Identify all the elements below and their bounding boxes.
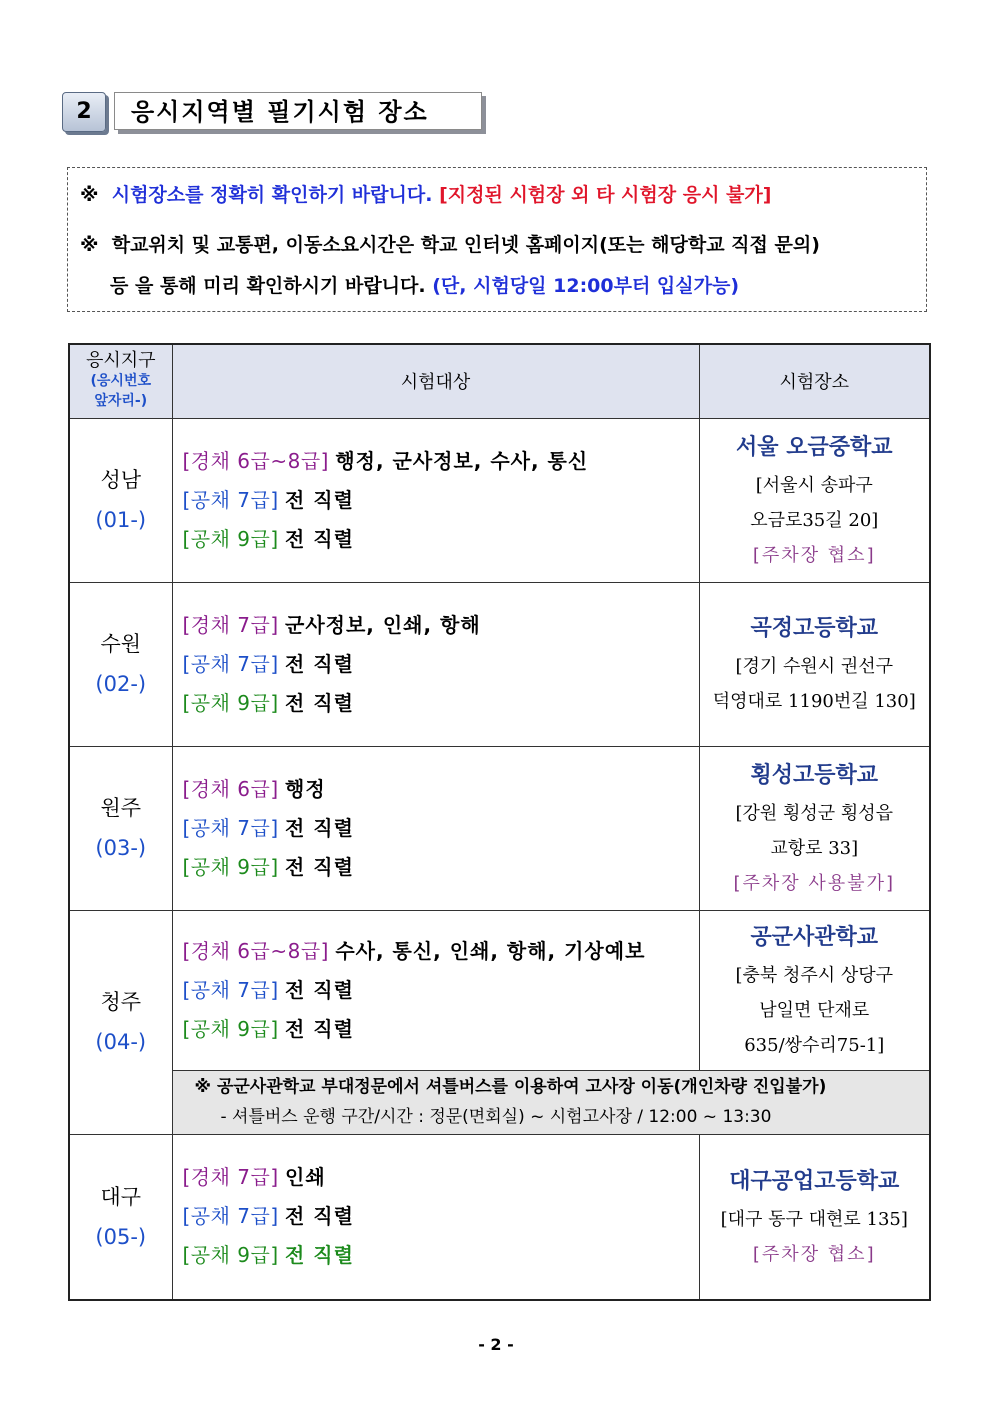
notice-text: 등 을 통해 미리 확인하시기 바랍니다. <box>110 275 426 297</box>
note-mark: ※ <box>80 184 99 206</box>
grade-tag: [공채 7급] <box>182 487 279 512</box>
table-row <box>69 910 930 1070</box>
job-list: 수사, 통신, 인쇄, 항해, 기상예보 <box>335 938 646 963</box>
school-name: 곡정고등학교 <box>750 616 878 641</box>
school-address: [경기 수원시 권선구 <box>735 656 894 677</box>
table-row <box>69 1070 930 1134</box>
section-title: 응시지역별 필기시험 장소 <box>114 92 482 130</box>
job-list: 전 직렬 <box>285 1243 354 1268</box>
grade-tag: [공채 9급] <box>182 526 279 551</box>
region-code: (05-) <box>95 1224 147 1249</box>
region-code: (03-) <box>95 836 147 860</box>
school-name: 서울 오금중학교 <box>736 434 893 460</box>
school-address: [서울시 송파구 <box>755 474 873 496</box>
school-address: [충북 청주시 상당구 <box>735 964 894 986</box>
region-code: (02-) <box>95 672 147 696</box>
school-address: [대구 동구 대현로 135] <box>720 1208 908 1230</box>
school-address: 오금로35길 20] <box>750 509 879 531</box>
notice-box <box>67 167 927 312</box>
parking-note: [주차장 사용불가] <box>733 872 895 894</box>
place-cell <box>699 418 930 582</box>
grade-tag: [공채 7급] <box>182 651 279 676</box>
region-cell <box>69 910 172 1134</box>
school-address: 635/쌍수리75-1] <box>744 1034 885 1056</box>
target-cell <box>172 1134 699 1300</box>
school-name: 횡성고등학교 <box>750 762 878 788</box>
region-cell <box>69 1134 172 1300</box>
place-cell <box>699 582 930 746</box>
header-place: 시험장소 <box>699 344 930 418</box>
notice-text: 시험장소를 정확히 확인하기 바랍니다. <box>111 184 433 206</box>
parking-note: [주차장 협소] <box>752 1243 876 1265</box>
job-list: 전 직렬 <box>285 651 354 676</box>
grade-tag: [경채 7급] <box>182 612 279 637</box>
region-name: 대구 <box>100 1184 142 1209</box>
region-code: (04-) <box>95 1030 147 1054</box>
region-name: 성남 <box>100 468 142 492</box>
grade-tag: [경채 7급] <box>182 1165 279 1190</box>
table-row <box>69 746 930 910</box>
grade-tag: [공채 7급] <box>182 1204 279 1229</box>
region-cell <box>69 418 172 582</box>
job-list: 전 직렬 <box>285 854 354 879</box>
region-name: 청주 <box>100 990 142 1014</box>
notice-line-1 <box>80 180 771 207</box>
grade-tag: [공채 7급] <box>182 815 279 840</box>
school-name: 대구공업고등학교 <box>729 1168 900 1194</box>
target-cell <box>172 418 699 582</box>
school-address: 교항로 33] <box>770 837 859 859</box>
notice-line-2 <box>80 230 820 257</box>
place-cell <box>699 1134 930 1300</box>
job-list: 전 직렬 <box>285 1204 354 1229</box>
school-address: 남일면 단재로 <box>759 999 870 1021</box>
header-target: 시험대상 <box>172 344 699 418</box>
grade-tag: [공채 7급] <box>182 977 279 1002</box>
shuttle-note <box>172 1070 930 1134</box>
header-region-sub: 앞자리-) <box>94 393 148 410</box>
region-cell <box>69 582 172 746</box>
place-cell <box>699 746 930 910</box>
target-cell <box>172 582 699 746</box>
job-list: 전 직렬 <box>285 526 354 551</box>
region-cell <box>69 746 172 910</box>
region-name: 원주 <box>100 796 142 820</box>
table-row <box>69 1134 930 1300</box>
header-region-sub: (응시번호 <box>90 373 151 390</box>
notice-warning: [지정된 시험장 외 타 시험장 응시 불가] <box>439 184 772 206</box>
job-list: 행정, 군사정보, 수사, 통신 <box>335 448 589 473</box>
job-list: 군사정보, 인쇄, 항해 <box>285 612 481 637</box>
page-number: - 2 - <box>478 1335 514 1354</box>
region-code: (01-) <box>95 508 147 532</box>
parking-note: [주차장 협소] <box>752 544 876 566</box>
section-number: 2 <box>62 92 106 132</box>
target-cell <box>172 910 699 1070</box>
job-list: 전 직렬 <box>285 815 354 840</box>
table-row <box>69 582 930 746</box>
region-name: 수원 <box>100 632 142 656</box>
note-mark: ※ <box>80 234 99 256</box>
job-list: 행정 <box>285 776 326 801</box>
grade-tag: [경채 6급~8급] <box>182 938 329 963</box>
target-cell <box>172 746 699 910</box>
notice-line-3 <box>110 271 739 298</box>
school-address: 덕영대로 1190번길 130] <box>712 691 916 712</box>
shuttle-schedule: - 셔틀버스 운행 구간/시간 : 정문(면회실) ~ 시험고사장 / 12:00 ~ 13:30 <box>220 1107 772 1127</box>
grade-tag: [경채 6급~8급] <box>182 448 329 473</box>
school-address: [강원 횡성군 횡성읍 <box>735 802 894 824</box>
grade-tag: [공채 9급] <box>182 1243 279 1268</box>
job-list: 인쇄 <box>285 1165 326 1190</box>
place-cell <box>699 910 930 1070</box>
job-list: 전 직렬 <box>285 487 354 512</box>
job-list: 전 직렬 <box>285 977 354 1002</box>
school-name: 공군사관학교 <box>750 924 878 950</box>
table-row <box>69 418 930 582</box>
job-list: 전 직렬 <box>285 690 354 715</box>
grade-tag: [경채 6급] <box>182 776 279 801</box>
header-region <box>69 344 172 418</box>
exam-location-table <box>68 343 931 1301</box>
shuttle-info: ※ 공군사관학교 부대정문에서 셔틀버스를 이용하여 고사장 이동(개인차량 진입불가) <box>194 1077 827 1097</box>
table-header-row <box>69 344 930 418</box>
grade-tag: [공채 9급] <box>182 1016 279 1041</box>
header-region-label: 응시지구 <box>85 350 156 372</box>
job-list: 전 직렬 <box>285 1016 354 1041</box>
notice-text: 학교위치 및 교통편, 이동소요시간은 학교 인터넷 홈페이지(또는 해당학교 직접 문의) <box>111 234 820 256</box>
grade-tag: [공채 9급] <box>182 690 279 715</box>
grade-tag: [공채 9급] <box>182 854 279 879</box>
notice-entry-time: (단, 시험당일 12:00부터 입실가능) <box>432 275 740 297</box>
